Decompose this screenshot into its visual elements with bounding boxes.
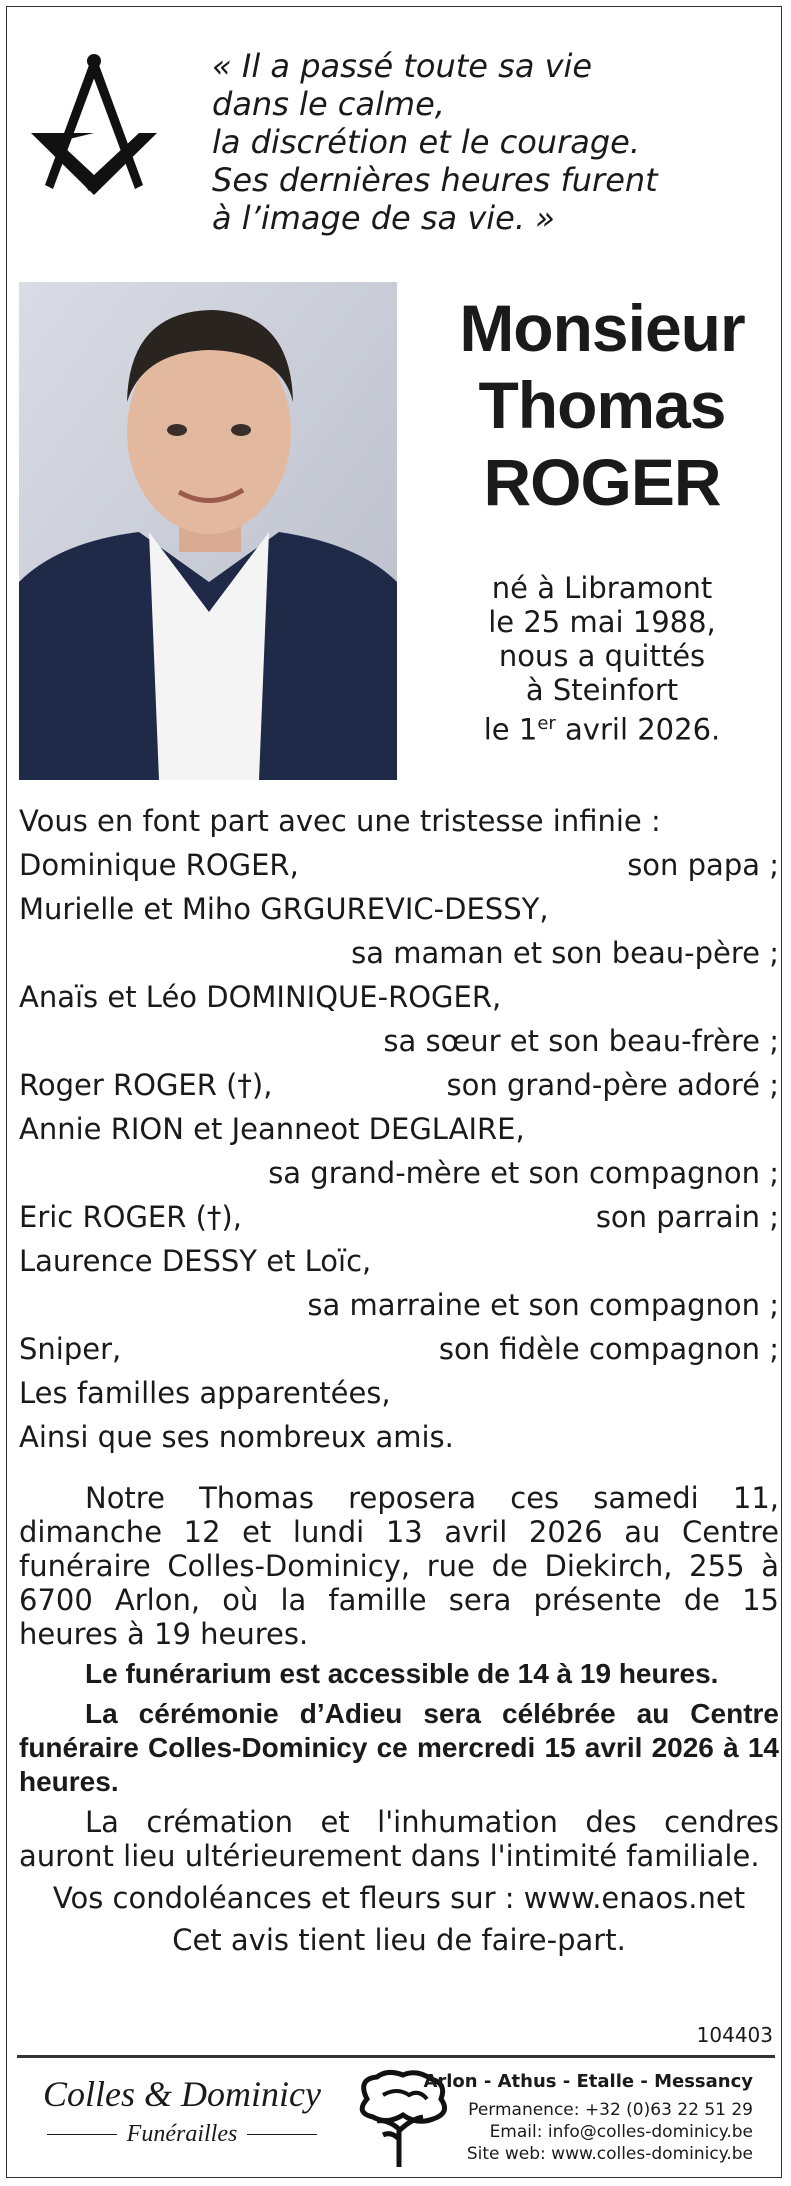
family-member: Sniper, <box>19 1332 122 1366</box>
square-and-compass-icon <box>31 49 157 197</box>
family-member: Anaïs et Léo DOMINIQUE-ROGER, <box>19 980 502 1014</box>
family-member: Les familles apparentées, <box>19 1376 391 1410</box>
family-row <box>19 843 779 887</box>
death-date: le 1er avril 2026. <box>483 712 721 747</box>
cremation-info: La crémation et l'inhumation des cendres auront lieu ultérieurement dans l'intimité familiale. <box>19 1805 779 1873</box>
brand-subtitle: Funérailles <box>27 2121 337 2148</box>
quote-section <box>7 7 783 247</box>
family-member: Ainsi que ses nombreux amis. <box>19 1420 454 1454</box>
birth-line: né à Libramont <box>491 571 713 605</box>
family-row <box>19 1063 779 1107</box>
family-row <box>19 1283 779 1327</box>
birth-death-info <box>427 571 777 747</box>
birth-line: à Steinfort <box>525 673 679 707</box>
reference-number: 104403 <box>696 2023 773 2047</box>
family-relation: sa maman et son beau-père ; <box>351 936 779 970</box>
website: Site web: www.colles-dominicy.be <box>466 2144 753 2164</box>
portrait-photo <box>19 282 397 780</box>
quote-line: à l’image de sa vie. » <box>212 199 555 237</box>
birth-line: nous a quittés <box>498 639 706 673</box>
family-relation: son parrain ; <box>595 1200 779 1234</box>
family-member: Roger ROGER (†), <box>19 1068 273 1102</box>
family-row <box>19 931 779 975</box>
quote-line: la discrétion et le courage. <box>212 123 640 161</box>
family-row <box>19 1239 779 1283</box>
deceased-name <box>427 290 777 521</box>
family-list <box>19 799 779 1459</box>
condolences-link: Vos condoléances et fleurs sur : www.enaos.net <box>52 1881 746 1915</box>
quote-line: « Il a passé toute sa vie <box>212 47 593 85</box>
notice-body <box>19 1481 779 1957</box>
brand-name: Colles & Dominicy <box>43 2074 321 2114</box>
last-name: ROGER <box>483 445 721 519</box>
name-title: Monsieur <box>459 291 745 365</box>
family-member: Eric ROGER (†), <box>19 1200 242 1234</box>
family-row <box>19 887 779 931</box>
contact-info <box>423 2071 753 2165</box>
footer-divider <box>17 2055 775 2058</box>
visitation-paragraph: Notre Thomas reposera ces samedi 11, dimanche 12 et lundi 13 avril 2026 au Centre funéraire Colles-Dominicy, rue de Diekirch, 255 à 6700 Arlon, où la famille sera présente de 15 heures à 19 heures. <box>19 1481 779 1651</box>
family-row <box>19 1327 779 1371</box>
family-member: Annie RION et Jeanneot DEGLAIRE, <box>19 1112 525 1146</box>
ceremony-info: La cérémonie d’Adieu sera célébrée au Centre funéraire Colles-Dominicy ce mercredi 15 avril 2026 à 14 heures. <box>19 1698 779 1797</box>
family-relation: sa grand-mère et son compagnon ; <box>268 1156 779 1190</box>
quote-line: Ses dernières heures furent <box>212 161 658 199</box>
family-row <box>19 1151 779 1195</box>
locations: Arlon - Athus - Etalle - Messancy <box>423 2071 753 2092</box>
obituary-notice <box>6 6 782 2178</box>
family-member: Dominique ROGER, <box>19 848 299 882</box>
email: Email: info@colles-dominicy.be <box>489 2122 753 2142</box>
family-row <box>19 1107 779 1151</box>
notice-statement: Cet avis tient lieu de faire-part. <box>172 1923 626 1957</box>
family-relation: sa sœur et son beau-frère ; <box>383 1024 779 1058</box>
funeral-home-logo <box>27 2073 337 2148</box>
quote-line: dans le calme, <box>212 85 445 123</box>
family-row <box>19 1195 779 1239</box>
phone: Permanence: +32 (0)63 22 51 29 <box>468 2100 753 2120</box>
family-row <box>19 1371 779 1415</box>
family-relation: son grand-père adoré ; <box>446 1068 779 1102</box>
family-relation: son fidèle compagnon ; <box>438 1332 779 1366</box>
quote-text <box>212 47 658 237</box>
first-name: Thomas <box>478 368 726 442</box>
family-row <box>19 975 779 1019</box>
family-relation: sa marraine et son compagnon ; <box>307 1288 779 1322</box>
birth-line: le 25 mai 1988, <box>488 605 716 639</box>
family-relation: son papa ; <box>627 848 779 882</box>
funerarium-hours: Le funérarium est accessible de 14 à 19 heures. <box>85 1658 719 1689</box>
family-member: Laurence DESSY et Loïc, <box>19 1244 372 1278</box>
family-member: Murielle et Miho GRGUREVIC-DESSY, <box>19 892 549 926</box>
family-row <box>19 1415 779 1459</box>
family-row <box>19 1019 779 1063</box>
family-intro: Vous en font part avec une tristesse infinie : <box>19 804 661 838</box>
